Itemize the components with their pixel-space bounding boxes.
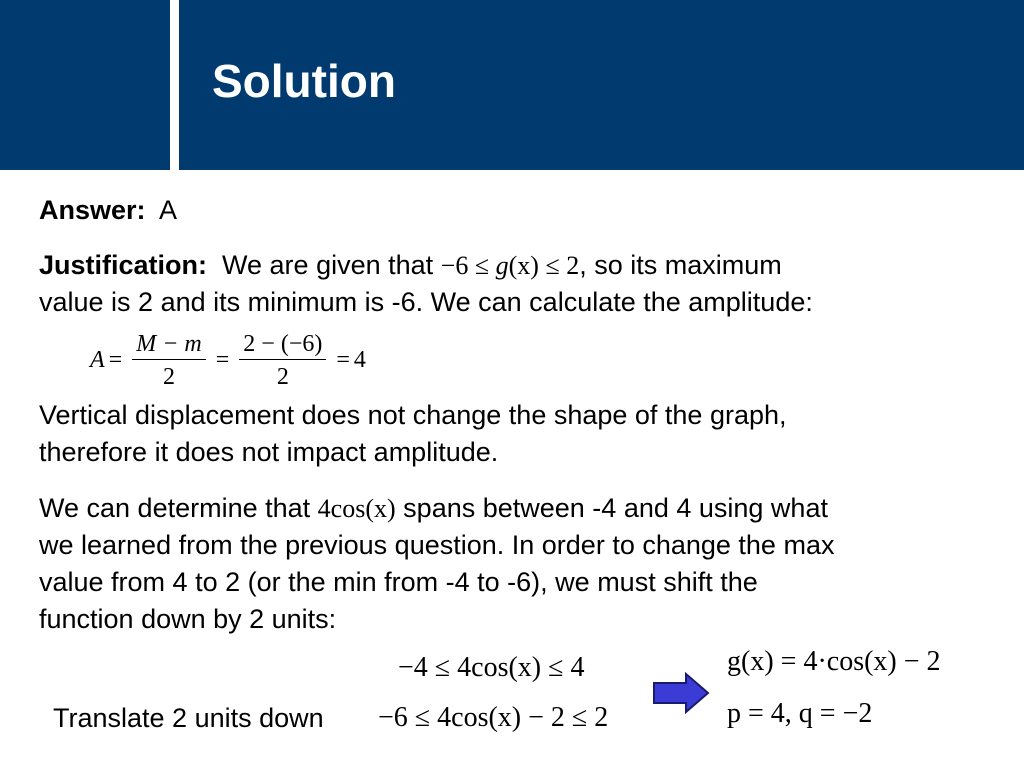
- amp-result: 4: [353, 346, 366, 373]
- right-arrow-icon: [652, 672, 710, 714]
- amp-eq-2: =: [215, 346, 230, 373]
- given-inequality: [441, 251, 580, 280]
- result-parameters: p = 4, q = −2: [727, 698, 873, 729]
- justification-text-end: , so its maximum: [579, 250, 782, 280]
- justification-text-start: We are given that: [222, 250, 434, 280]
- ineq-leq-1: ≤: [474, 251, 490, 280]
- range-inequality: −4 ≤ 4cos(x) ≤ 4: [398, 652, 585, 683]
- cos-paragraph-line-3: value from 4 to 2 (or the min from -4 to -6), we must shift the: [39, 567, 758, 597]
- justification-line-1: [39, 247, 782, 284]
- ineq-lower: −6: [440, 251, 469, 280]
- vertical-paragraph-line-1: Vertical displacement does not change the shape of the graph,: [39, 400, 787, 430]
- justification-label: Justification:: [39, 250, 208, 280]
- header-bar: [0, 0, 1024, 170]
- cos-math: 4cos(x): [317, 494, 396, 523]
- amp-fraction-2: [239, 331, 326, 390]
- amp-frac2-den: 2: [276, 363, 289, 390]
- slide-title: Solution: [212, 55, 396, 107]
- cos-paragraph-line-2: we learned from the previous question. In order to change the max: [39, 530, 835, 560]
- answer-line: [39, 192, 177, 229]
- result-equation: g(x) = 4·cos(x) − 2: [727, 646, 941, 677]
- cos-paragraph-line-1: [39, 490, 828, 527]
- amp-eq-1: =: [108, 346, 123, 373]
- amp-frac1-den: 2: [162, 363, 175, 390]
- ineq-func: g: [495, 251, 509, 280]
- justification-line-2: value is 2 and its minimum is -6. We can calculate the amplitude:: [39, 287, 813, 317]
- ineq-leq-2: ≤: [545, 251, 560, 280]
- header-divider-stripe: [170, 0, 179, 170]
- ineq-upper: 2: [566, 251, 580, 280]
- amp-fraction-1: [132, 331, 206, 390]
- ineq-arg: (x): [508, 251, 539, 280]
- amp-frac2-num: 2 − (−6): [239, 331, 326, 360]
- amp-frac1-num: M − m: [132, 331, 206, 360]
- cos-text-start: We can determine that: [39, 493, 311, 523]
- answer-value: A: [159, 195, 178, 225]
- cos-paragraph-line-4: function down by 2 units:: [39, 604, 337, 634]
- translate-label: Translate 2 units down: [53, 703, 324, 733]
- vertical-paragraph-line-2: therefore it does not impact amplitude.: [39, 437, 499, 467]
- cos-text-end: spans between -4 and 4 using what: [403, 493, 828, 523]
- answer-label: Answer:: [39, 195, 146, 225]
- amp-lhs: A: [90, 346, 105, 373]
- translated-inequality: −6 ≤ 4cos(x) − 2 ≤ 2: [378, 702, 609, 733]
- amplitude-equation: [90, 328, 366, 392]
- amp-eq-3: =: [336, 346, 350, 373]
